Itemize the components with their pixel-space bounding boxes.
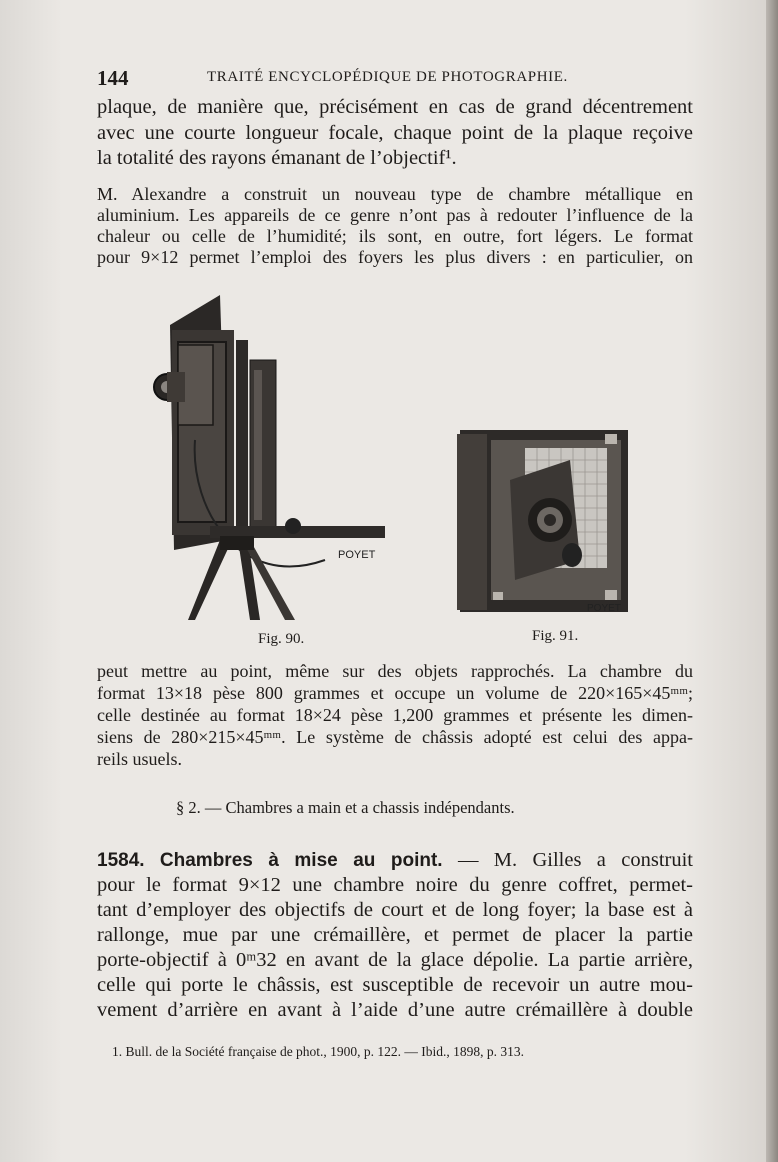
text-line: chaleur ou celle de l’humidité; ils sont, en outre, fort légers. Le format (97, 226, 693, 246)
page-edge-shadow (766, 0, 778, 1162)
figure-90-field-camera (150, 290, 390, 625)
text-line: rallonge, mue par une crémaillère, et permet de placer la partie (97, 924, 693, 946)
page-number: 144 (97, 66, 129, 90)
text-line: celle qui porte le châssis, est susceptible de recevoir un autre mou- (97, 974, 693, 996)
article-number: 1584. (97, 850, 145, 871)
footnote: 1. Bull. de la Société française de phot., 1900, p. 122. — Ibid., 1898, p. 313. (112, 1044, 525, 1059)
running-head (97, 66, 697, 90)
article-lead: — M. Gilles a construit (442, 849, 693, 871)
text-line-first (97, 849, 693, 872)
fig90-maker-mark: POYET (338, 549, 376, 561)
figure-91-caption: Fig. 91. (532, 628, 579, 644)
figure-90-caption: Fig. 90. (258, 631, 305, 647)
text-line: avec une courte longueur focale, chaque point de la plaque reçoive (97, 122, 693, 144)
text-line: siens de 280×215×45ᵐᵐ. Le système de châssis adopté est celui des appa- (97, 727, 693, 747)
text-line: aluminium. Les appareils de ce genre n’ont pas à redouter l’influence de la (97, 205, 693, 225)
section-heading: § 2. — Chambres a main et a chassis indépendants. (176, 798, 515, 817)
text-line: porte-objectif à 0ᵐ32 en avant de la glace dépolie. La partie arrière, (97, 949, 693, 971)
text-line: M. Alexandre a construit un nouveau type de chambre métallique en (97, 184, 693, 204)
text-line: plaque, de manière que, précisément en cas de grand décentrement (97, 96, 693, 118)
text-line: pour le format 9×12 une chambre noire du genre coffret, permet- (97, 874, 693, 896)
figure-91-box-camera (455, 420, 635, 620)
running-title: TRAITÉ ENCYCLOPÉDIQUE DE PHOTOGRAPHIE. (207, 69, 568, 85)
text-line: peut mettre au point, même sur des objets rapprochés. La chambre du (97, 661, 693, 681)
text-line: reils usuels. (97, 749, 182, 769)
text-line: format 13×18 pèse 800 grammes et occupe un volume de 220×165×45ᵐᵐ; (97, 683, 693, 703)
text-line: celle destinée au format 18×24 pèse 1,200 grammes et présente les dimen- (97, 705, 693, 725)
fig91-maker-mark: POYET (587, 603, 621, 614)
text-line: tant d’employer des objectifs de court et de long foyer; la base est à (97, 899, 693, 921)
text-line: la totalité des rayons émanant de l’objectif¹. (97, 147, 457, 169)
text-line: pour 9×12 permet l’emploi des foyers les plus divers : en particulier, on (97, 247, 693, 267)
text-line: vement d’arrière en avant à l’aide d’une autre crémaillère à double (97, 999, 693, 1021)
article-title: Chambres à mise au point. (159, 850, 443, 871)
